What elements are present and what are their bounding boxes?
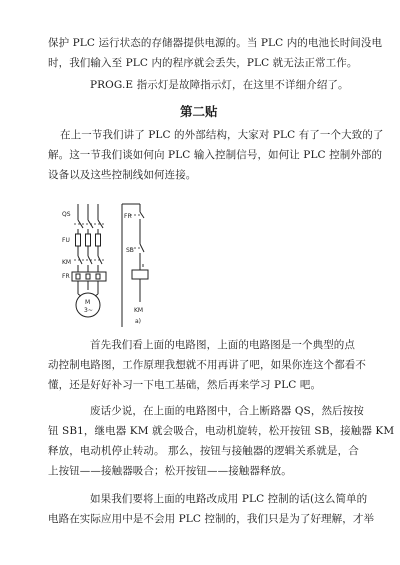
paragraph-6-line-2: 电路在实际应用中是不会用 PLC 控制的，我们只是为了好理解，才举 [48,513,375,525]
motor-label-m: M [85,299,91,306]
label-fu: FU [62,237,70,244]
label-qs: QS [62,211,71,218]
motor-label-3phase: 3~ [84,307,93,314]
label-fr: FR [62,273,70,280]
paragraph-3-line-3: 设备以及这些控制线如何连接。 [48,169,197,181]
paragraph-5-line-2: 钮 SB1，继电器 KM 就会吸合，电动机旋转，松开按钮 SB，接触器 KM [48,425,395,437]
label-km: KM [62,259,72,266]
paragraph-5-line-1: 废话少说，在上面的电路图中，合上断路器 QS，然后按按 [90,405,364,417]
label-fr-control: FR [124,213,132,220]
paragraph-4-line-1: 首先我们看上面的电路图，上面的电路图是一个典型的点 [90,339,355,351]
figure-caption: a) [135,318,142,325]
paragraph-1-line-2: 时，我们输入至 PLC 内的程序就会丢失，PLC 就无法正常工作。 [48,57,358,69]
paragraph-5-line-3: 释放，电动机停止转动。 那么，按钮与接触器的逻辑关系就是，合 [48,445,359,457]
paragraph-5-line-4: 上按钮——接触器吸合；松开按钮——接触器释放。 [48,465,292,477]
paragraph-4-line-3: 懂，还是好好补习一下电工基础，然后再来学习 PLC 吧。 [48,379,322,391]
paragraph-1-line-1: 保护 PLC 运行状态的存储器提供电源的。当 PLC 内的电池长时间没电 [48,37,383,49]
label-km-control: KM [134,307,144,314]
paragraph-3-line-1: 在上一节我们讲了 PLC 的外部结构，大家对 PLC 有了一个大致的了 [60,129,384,141]
paragraph-4-line-2: 动控制电路图，工作原理我想就不用再讲了吧，如果你连这个都看不 [48,359,366,371]
paragraph-6-line-1: 如果我们要将上面的电路改成用 PLC 控制的话(这么简单的 [90,493,368,505]
paragraph-2-line-1: PROG.E 指示灯是故障指示灯，在这里不详细介绍了。 [90,79,349,91]
label-sb: SB [126,247,134,254]
circuit-diagram [60,202,220,332]
section-heading: 第二贴 [180,104,218,119]
scan-mark [142,264,144,267]
paragraph-3-line-2: 解。这一节我们谈如何向 PLC 输入控制信号，如何让 PLC 控制外部的 [48,149,383,161]
